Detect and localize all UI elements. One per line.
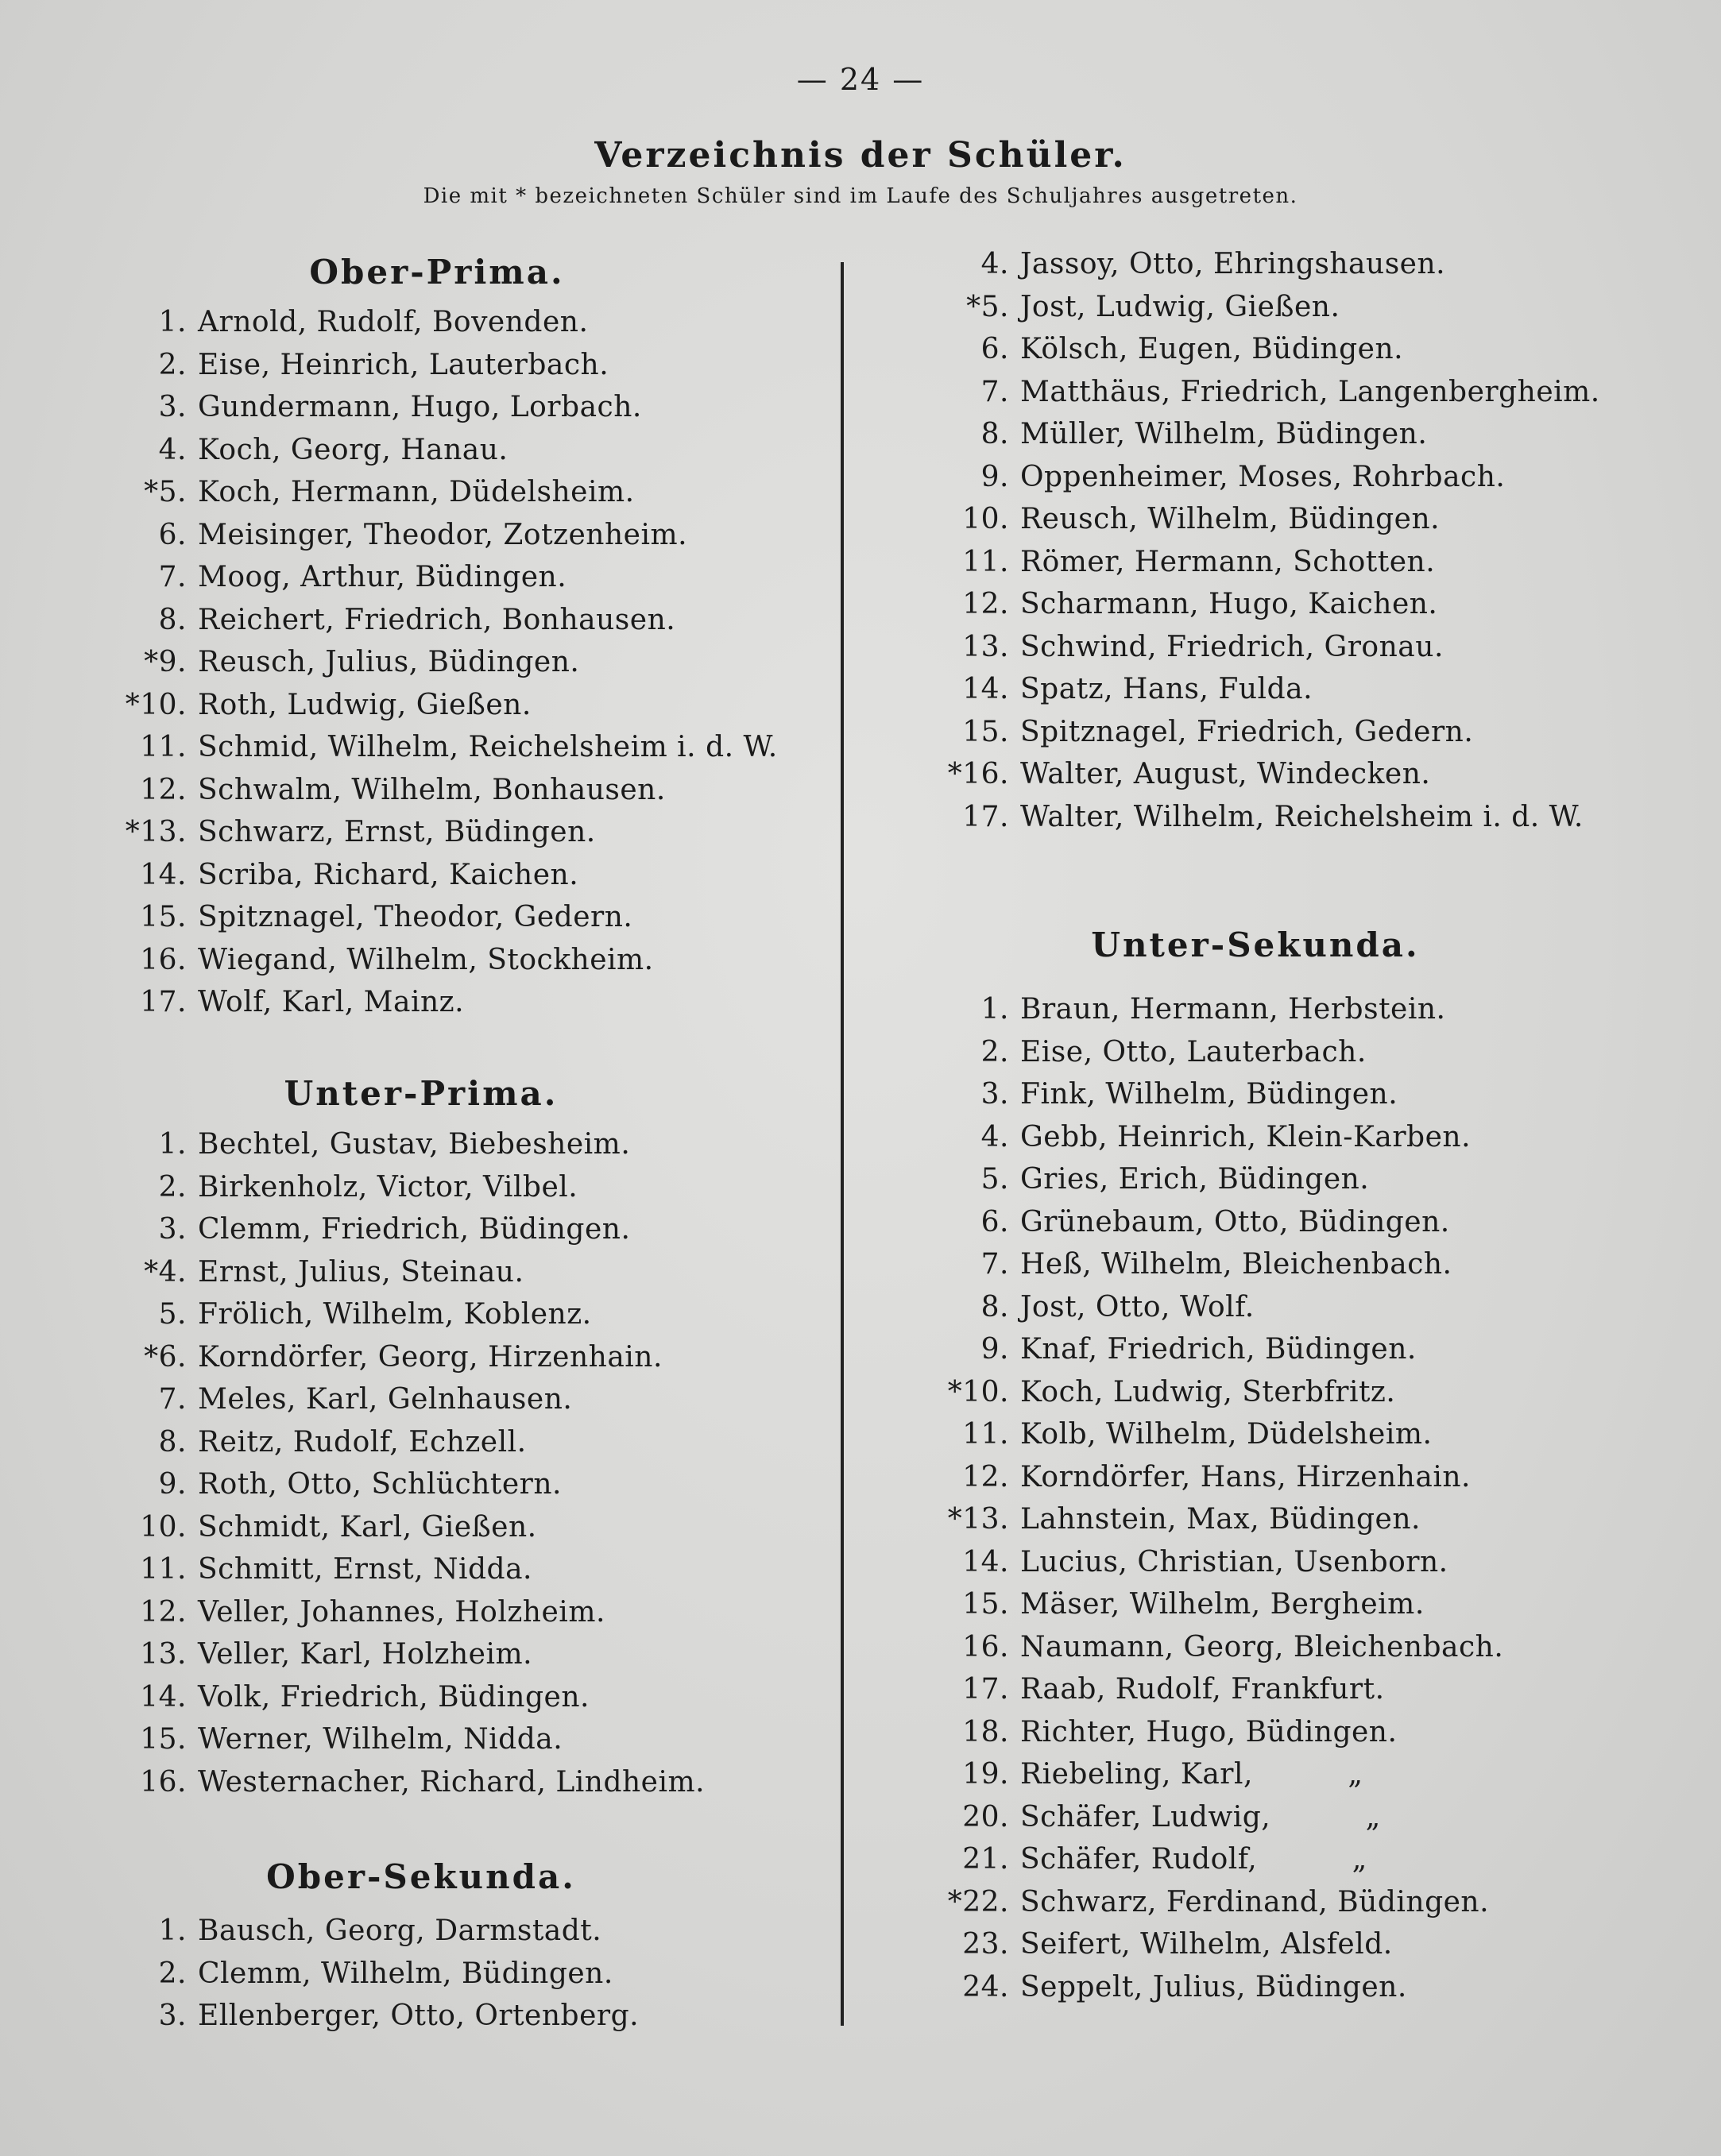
entry-number: 9.	[158, 1468, 187, 1501]
entry-number: *13.	[947, 1503, 1009, 1536]
student-entry	[898, 1461, 1471, 1504]
student-entry	[898, 248, 1445, 291]
entry-text: Fink, Wilhelm, Büdingen.	[1020, 1078, 1398, 1111]
entry-number: *22.	[947, 1885, 1009, 1918]
student-entry	[898, 1971, 1407, 2014]
student-entry	[898, 1418, 1432, 1461]
entry-text: Schäfer, Rudolf, „	[1020, 1843, 1367, 1876]
entry-number: 15.	[962, 715, 1009, 748]
student-entry	[75, 604, 675, 647]
student-entry	[75, 1553, 532, 1596]
entry-number: 5.	[158, 1298, 187, 1331]
entry-number: 17.	[962, 800, 1009, 833]
entry-text: Korndörfer, Georg, Hirzenhain.	[198, 1340, 663, 1374]
entry-text: Schwind, Friedrich, Gronau.	[1020, 630, 1444, 663]
student-entry	[898, 1333, 1417, 1376]
student-entry	[75, 689, 532, 732]
entry-number: 9.	[980, 1333, 1009, 1366]
entry-number: 3.	[158, 1213, 187, 1246]
entry-number: 3.	[158, 2000, 187, 2032]
student-entry	[75, 519, 687, 562]
entry-text: Reichert, Friedrich, Bonhausen.	[198, 603, 676, 636]
student-entry	[898, 1503, 1421, 1546]
student-entry	[898, 376, 1600, 419]
entry-text: Spatz, Hans, Fulda.	[1020, 673, 1313, 705]
entry-number: 14.	[962, 673, 1009, 705]
student-entry	[75, 1128, 630, 1171]
student-entry	[898, 631, 1444, 674]
student-entry	[898, 1121, 1471, 1164]
entry-number: 11.	[962, 545, 1009, 578]
entry-text: Schäfer, Ludwig, „	[1020, 1800, 1381, 1833]
entry-number: 17.	[962, 1673, 1009, 1706]
entry-text: Moog, Arthur, Büdingen.	[198, 561, 567, 593]
entry-text: Frölich, Wilhelm, Koblenz.	[198, 1298, 592, 1331]
entry-number: 18.	[962, 1715, 1009, 1748]
entry-text: Reitz, Rudolf, Echzell.	[198, 1425, 527, 1459]
entry-number: 2.	[980, 1035, 1009, 1068]
student-entry	[75, 349, 609, 392]
student-entry	[898, 588, 1437, 631]
student-entry	[898, 1928, 1393, 1971]
student-entry	[75, 561, 567, 604]
entry-text: Wolf, Karl, Mainz.	[198, 986, 465, 1018]
entry-text: Knaf, Friedrich, Büdingen.	[1020, 1333, 1417, 1366]
entry-text: Lucius, Christian, Usenborn.	[1020, 1545, 1448, 1578]
student-entry	[75, 901, 632, 944]
student-entry	[898, 291, 1340, 334]
entry-number: 7.	[158, 1383, 187, 1416]
student-entry	[898, 546, 1435, 589]
student-entry	[898, 418, 1427, 461]
entry-number: 4.	[980, 1120, 1009, 1153]
entry-number: 23.	[962, 1928, 1009, 1961]
entry-number: 3.	[158, 391, 187, 423]
entry-number: *16.	[947, 758, 1009, 790]
entry-number: 16.	[140, 1765, 187, 1799]
entry-number: 24.	[962, 1970, 1009, 2003]
entry-number: 14.	[140, 1680, 187, 1714]
entry-number: 2.	[158, 348, 187, 381]
entry-number: 7.	[980, 375, 1009, 408]
student-entry	[75, 1468, 562, 1511]
entry-text: Jassoy, Otto, Ehringshausen.	[1020, 248, 1446, 280]
entry-text: Schmidt, Karl, Gießen.	[198, 1510, 537, 1544]
entry-number: 12.	[140, 1595, 187, 1629]
entry-text: Gebb, Heinrich, Klein-Karben.	[1020, 1120, 1472, 1153]
entry-number: 14.	[962, 1545, 1009, 1578]
entry-text: Roth, Otto, Schlüchtern.	[198, 1468, 562, 1501]
student-entry	[75, 731, 778, 774]
entry-number: 13.	[140, 1638, 187, 1671]
student-entry	[898, 503, 1440, 546]
student-entry	[75, 391, 642, 434]
entry-number: 8.	[158, 1425, 187, 1459]
student-entry	[898, 1758, 1363, 1801]
entry-text: Heß, Wilhelm, Bleichenbach.	[1020, 1248, 1452, 1281]
student-entry	[75, 1723, 563, 1766]
entry-number: 8.	[980, 418, 1009, 450]
entry-number: 4.	[980, 248, 1009, 280]
student-entry	[75, 476, 635, 519]
entry-text: Mäser, Wilhelm, Bergheim.	[1020, 1588, 1425, 1621]
entry-number: 16.	[140, 943, 187, 976]
student-entry	[75, 1511, 537, 1554]
entry-number: 10.	[962, 503, 1009, 535]
student-entry	[898, 1588, 1425, 1631]
entry-number: 21.	[962, 1843, 1009, 1876]
section-heading: Ober-Sekunda.	[266, 1857, 576, 1896]
entry-text: Oppenheimer, Moses, Rohrbach.	[1020, 460, 1506, 493]
entry-number: 8.	[158, 603, 187, 636]
column-divider	[841, 262, 844, 2026]
entry-text: Braun, Hermann, Herbstein.	[1020, 993, 1446, 1026]
entry-number: 2.	[158, 1170, 187, 1204]
entry-text: Koch, Georg, Hanau.	[198, 433, 509, 466]
entry-text: Volk, Friedrich, Büdingen.	[198, 1680, 590, 1714]
student-entry	[898, 1801, 1381, 1844]
student-entry	[898, 1078, 1398, 1121]
entry-text: Müller, Wilhelm, Büdingen.	[1020, 418, 1428, 450]
entry-number: 6.	[980, 333, 1009, 365]
student-entry	[898, 1376, 1395, 1419]
entry-number: 19.	[962, 1758, 1009, 1791]
student-entry	[898, 1036, 1367, 1079]
entry-number: 11.	[140, 731, 187, 763]
entry-number: 7.	[980, 1248, 1009, 1281]
entry-number: 1.	[158, 306, 187, 338]
entry-number: 5.	[980, 1163, 1009, 1196]
entry-text: Richter, Hugo, Büdingen.	[1020, 1715, 1398, 1748]
student-entry	[898, 716, 1473, 759]
entry-text: Bausch, Georg, Darmstadt.	[198, 1915, 602, 1947]
student-entry	[898, 993, 1446, 1036]
student-entry	[898, 333, 1403, 376]
entry-number: *9.	[144, 646, 187, 678]
entry-text: Ernst, Julius, Steinau.	[198, 1255, 524, 1289]
entry-number: 13.	[962, 630, 1009, 663]
student-entry	[75, 986, 464, 1029]
student-entry	[75, 1256, 524, 1299]
entry-number: 15.	[140, 1723, 187, 1756]
entry-text: Schwalm, Wilhelm, Bonhausen.	[198, 773, 666, 806]
student-entry	[75, 1681, 590, 1724]
student-entry	[898, 1843, 1367, 1886]
entry-number: 10.	[140, 1510, 187, 1544]
entry-text: Spitznagel, Friedrich, Gedern.	[1020, 715, 1474, 748]
student-entry	[75, 646, 579, 689]
entry-text: Arnold, Rudolf, Bovenden.	[198, 306, 589, 338]
entry-text: Scharmann, Hugo, Kaichen.	[1020, 588, 1438, 620]
entry-text: Koch, Hermann, Düdelsheim.	[198, 476, 635, 508]
student-entry	[75, 434, 508, 477]
student-entry	[898, 1291, 1255, 1334]
entry-text: Clemm, Friedrich, Büdingen.	[198, 1213, 631, 1246]
entry-number: 7.	[158, 561, 187, 593]
student-entry	[898, 1546, 1448, 1589]
entry-text: Kölsch, Eugen, Büdingen.	[1020, 333, 1404, 365]
entry-text: Reusch, Wilhelm, Büdingen.	[1020, 503, 1441, 535]
student-entry	[75, 1426, 527, 1469]
student-entry	[75, 1915, 601, 1957]
entry-text: Riebeling, Karl, „	[1020, 1758, 1363, 1791]
entry-text: Eise, Otto, Lauterbach.	[1020, 1035, 1367, 1068]
section-heading: Unter-Prima.	[284, 1074, 559, 1113]
entry-number: 15.	[140, 901, 187, 933]
entry-text: Jost, Ludwig, Gießen.	[1020, 290, 1340, 323]
entry-text: Jost, Otto, Wolf.	[1020, 1290, 1255, 1323]
entry-number: *10.	[125, 688, 187, 721]
entry-text: Römer, Hermann, Schotten.	[1020, 545, 1436, 578]
entry-number: 16.	[962, 1630, 1009, 1663]
student-entry	[898, 461, 1505, 504]
entry-text: Reusch, Julius, Büdingen.	[198, 646, 580, 678]
entry-number: 14.	[140, 858, 187, 891]
entry-number: 9.	[980, 460, 1009, 493]
entry-number: 3.	[980, 1078, 1009, 1111]
student-entry	[75, 306, 588, 349]
entry-number: 2.	[158, 1957, 187, 1990]
entry-text: Seppelt, Julius, Büdingen.	[1020, 1970, 1407, 2003]
entry-text: Meisinger, Theodor, Zotzenheim.	[198, 518, 688, 551]
entry-text: Raab, Rudolf, Frankfurt.	[1020, 1673, 1385, 1706]
entry-text: Meles, Karl, Gelnhausen.	[198, 1383, 573, 1416]
entry-text: Werner, Wilhelm, Nidda.	[198, 1723, 563, 1756]
entry-text: Walter, Wilhelm, Reichelsheim i. d. W.	[1020, 800, 1584, 833]
entry-text: Schmitt, Ernst, Nidda.	[198, 1553, 532, 1586]
entry-number: 6.	[980, 1205, 1009, 1238]
student-entry	[898, 1248, 1452, 1291]
entry-number: *6.	[144, 1340, 187, 1374]
entry-number: 20.	[962, 1800, 1009, 1833]
student-entry	[75, 2000, 639, 2042]
entry-number: 4.	[158, 433, 187, 466]
entry-number: 12.	[140, 773, 187, 806]
entry-text: Korndörfer, Hans, Hirzenhain.	[1020, 1460, 1471, 1493]
student-entry	[898, 1206, 1450, 1249]
student-entry	[75, 1213, 630, 1256]
entry-number: 11.	[962, 1418, 1009, 1451]
entry-text: Wiegand, Wilhelm, Stockheim.	[198, 943, 654, 976]
student-entry	[75, 1638, 532, 1681]
entry-number: 1.	[980, 993, 1009, 1026]
entry-number: *10.	[947, 1375, 1009, 1408]
page-title: Verzeichnis der Schüler.	[594, 135, 1127, 176]
entry-text: Veller, Karl, Holzheim.	[198, 1638, 533, 1671]
entry-text: Roth, Ludwig, Gießen.	[198, 688, 532, 721]
entry-text: Seifert, Wilhelm, Alsfeld.	[1020, 1928, 1393, 1961]
student-entry	[75, 1298, 592, 1341]
entry-text: Veller, Johannes, Holzheim.	[198, 1595, 605, 1629]
entry-number: *13.	[125, 816, 187, 848]
section-heading: Ober-Prima.	[309, 253, 565, 292]
student-entry	[898, 1163, 1369, 1206]
entry-text: Eise, Heinrich, Lauterbach.	[198, 348, 609, 381]
entry-number: *4.	[144, 1255, 187, 1289]
entry-number: *5.	[144, 476, 187, 508]
student-entry	[75, 1957, 613, 2000]
student-entry	[75, 1171, 578, 1214]
student-entry	[75, 816, 596, 859]
student-entry	[898, 801, 1584, 844]
entry-number: 17.	[140, 986, 187, 1018]
student-entry	[75, 1383, 572, 1426]
entry-text: Grünebaum, Otto, Büdingen.	[1020, 1205, 1450, 1238]
entry-text: Ellenberger, Otto, Ortenberg.	[198, 2000, 640, 2032]
entry-text: Gundermann, Hugo, Lorbach.	[198, 391, 642, 423]
entry-number: 15.	[962, 1588, 1009, 1621]
student-entry	[898, 758, 1430, 801]
section-heading: Unter-Sekunda.	[1091, 925, 1420, 964]
student-entry	[75, 774, 666, 817]
entry-text: Scriba, Richard, Kaichen.	[198, 858, 579, 891]
entry-number: 12.	[962, 1460, 1009, 1493]
entry-number: 1.	[158, 1128, 187, 1161]
entry-text: Schwarz, Ernst, Büdingen.	[198, 816, 596, 848]
student-entry	[75, 1596, 605, 1639]
student-entry	[75, 1766, 705, 1809]
entry-text: Lahnstein, Max, Büdingen.	[1020, 1503, 1421, 1536]
entry-text: Schwarz, Ferdinand, Büdingen.	[1020, 1885, 1490, 1918]
student-entry	[75, 859, 578, 902]
entry-text: Walter, August, Windecken.	[1020, 758, 1431, 790]
entry-text: Naumann, Georg, Bleichenbach.	[1020, 1630, 1504, 1663]
student-entry	[75, 944, 654, 987]
entry-text: Westernacher, Richard, Lindheim.	[198, 1765, 706, 1799]
page-number: — 24 —	[796, 62, 925, 97]
student-entry	[898, 1716, 1397, 1759]
entry-text: Clemm, Wilhelm, Büdingen.	[198, 1957, 613, 1990]
student-entry	[898, 1673, 1385, 1716]
entry-text: Koch, Ludwig, Sterbfritz.	[1020, 1375, 1396, 1408]
entry-text: Spitznagel, Theodor, Gedern.	[198, 901, 633, 933]
entry-number: 6.	[158, 518, 187, 551]
entry-number: 1.	[158, 1915, 187, 1947]
entry-number: 12.	[962, 588, 1009, 620]
entry-number: 8.	[980, 1290, 1009, 1323]
student-entry	[75, 1341, 663, 1384]
entry-text: Bechtel, Gustav, Biebesheim.	[198, 1128, 631, 1161]
entry-text: Schmid, Wilhelm, Reichelsheim i. d. W.	[198, 731, 778, 763]
page-subtitle: Die mit * bezeichneten Schüler sind im Laufe des Schuljahres ausgetreten.	[423, 184, 1298, 208]
student-entry	[898, 1886, 1489, 1929]
entry-text: Matthäus, Friedrich, Langenbergheim.	[1020, 375, 1600, 408]
student-entry	[898, 673, 1313, 716]
entry-text: Birkenholz, Victor, Vilbel.	[198, 1170, 578, 1204]
entry-number: *5.	[966, 290, 1009, 323]
student-entry	[898, 1631, 1503, 1674]
entry-text: Kolb, Wilhelm, Düdelsheim.	[1020, 1418, 1433, 1451]
entry-number: 11.	[140, 1553, 187, 1586]
entry-text: Gries, Erich, Büdingen.	[1020, 1163, 1370, 1196]
